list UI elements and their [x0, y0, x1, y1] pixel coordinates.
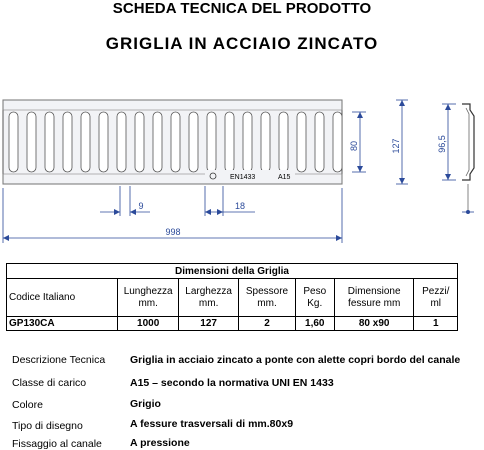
- grate-slot: [45, 112, 54, 172]
- table-cell: 127: [178, 317, 238, 331]
- column-header: Pezzi/ ml: [414, 279, 458, 317]
- grate-slot: [333, 112, 342, 172]
- table-title: Dimensioni della Griglia: [7, 264, 458, 279]
- dimension-length: 998: [165, 227, 181, 237]
- grate-class-label: A15: [278, 174, 291, 181]
- technical-drawing: [0, 88, 484, 253]
- grate-side-profile: [462, 104, 474, 214]
- detail-value: Griglia in acciaio zincato a ponte con alette copri bordo del canale: [130, 354, 461, 366]
- detail-label: Tipo di disegno: [12, 420, 83, 432]
- table-cell: GP130CA: [7, 317, 118, 331]
- detail-label: Descrizione Tecnica: [12, 354, 106, 366]
- column-header: Spessore mm.: [239, 279, 295, 317]
- grate-slot: [63, 112, 72, 172]
- table-cell: 1000: [118, 317, 178, 331]
- product-title: GRIGLIA IN ACCIAIO ZINCATO: [105, 34, 379, 53]
- document-title: SCHEDA TECNICA DEL PRODOTTO: [112, 0, 372, 17]
- grate-slot: [171, 112, 180, 172]
- grate-slot: [153, 112, 162, 172]
- detail-value: Grigio: [130, 398, 161, 410]
- grate-slot: [297, 112, 306, 172]
- grate-slot: [189, 112, 198, 172]
- grate-slot: [99, 112, 108, 172]
- detail-value: A fessure trasversali di mm.80x9: [130, 418, 294, 430]
- table-cell: 1: [414, 317, 458, 331]
- grate-slot: [225, 112, 234, 172]
- column-header: Larghezza mm.: [178, 279, 238, 317]
- detail-value: A15 – secondo la normativa UNI EN 1433: [130, 377, 334, 389]
- grate-slot: [243, 112, 252, 172]
- detail-label: Classe di carico: [12, 377, 87, 389]
- dimension-height: 96,5: [437, 135, 447, 153]
- dimensions-table: [6, 263, 458, 331]
- dimension-slot-pitch: 18: [234, 201, 246, 211]
- detail-label: Fissaggio al canale: [12, 438, 102, 450]
- grate-slot: [315, 112, 324, 172]
- dimension-slot-width: 9: [138, 201, 144, 211]
- grate-norm-label: EN1433: [230, 174, 256, 181]
- detail-value: A pressione: [130, 437, 190, 449]
- grate-slot: [261, 112, 270, 172]
- detail-label: Colore: [12, 399, 43, 411]
- grate-slot: [207, 112, 216, 172]
- table-row: [7, 317, 458, 331]
- table-cell: 80 x90: [334, 317, 414, 331]
- grate-slot: [81, 112, 90, 172]
- dimension-width: 127: [391, 138, 401, 154]
- grate-slot: [135, 112, 144, 172]
- dimension-slot-length: 80: [349, 140, 359, 152]
- column-header: Lunghezza mm.: [118, 279, 178, 317]
- column-header: Dimensione fessure mm: [334, 279, 414, 317]
- grate-slot: [117, 112, 126, 172]
- column-header: Peso Kg.: [295, 279, 334, 317]
- table-cell: 1,60: [295, 317, 334, 331]
- grate-slot: [27, 112, 36, 172]
- table-cell: 2: [239, 317, 295, 331]
- grate-slot: [9, 112, 18, 172]
- grate-slot: [279, 112, 288, 172]
- column-header: Codice Italiano: [7, 279, 118, 317]
